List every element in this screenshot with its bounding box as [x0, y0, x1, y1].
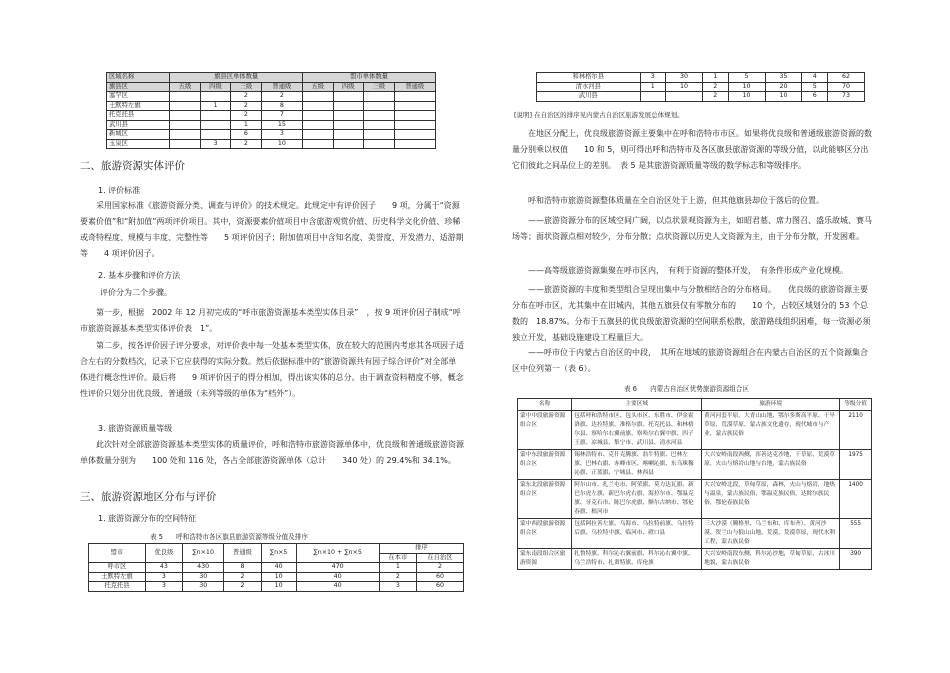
paragraph: 此次针对全部旅游资源基本类型实体的质量评价，呼和浩特市旅游资源单体中，优良级和普通级旅游资源单体数量分别为 100 处和 116 处，各占全部旅游资源单体（总计 340 处）的 29.4%和 34.1%。: [80, 440, 464, 465]
table-row: 蒙东北段旅游资源组合区 阿尔山市、扎兰屯市、阿荣旗、莫力达瓦旗、新巴尔虎左旗、新巴尔虎右旗、海拉尔市、鄂温克旗、牙克石市、陈巴尔虎旗、额尔古纳市、鄂伦春旗、根河市 大兴安岭北段，草甸草原，森林，火山与熔岩，地热与温泉，蒙古族民俗，鄂温克族民俗，达斡尔族民俗，鄂伦春族民俗 1400: [518, 480, 872, 519]
table-row: 托克托县 3 30 2 10 40 3 60: [89, 582, 464, 592]
header-city: 盟市: [89, 544, 146, 563]
header-rank-city: 在本市: [379, 553, 416, 563]
header-score: 等级分值: [840, 399, 872, 411]
header-area: 主要区域: [572, 399, 702, 411]
table-row: 蒙中中段旅游资源组合区 包括呼和浩特市区、包头市区、东胜市、伊金霍洛旗、达拉特旗、准格尔旗、托克托县、和林格尔县、察哈尔右翼前旗、察哈尔右翼中旗、四子王旗、凉城县、集宁市、武川县、清水河县 黄河河套平原，大青山山地、鄂尔多斯高平原、干旱草原、荒漠草原。蒙古族文化遗存，现代城市与产业，蒙古族民俗 2110: [518, 411, 872, 450]
table-row: 土默特左旗 1 2 8: [107, 101, 436, 111]
table-caption: 表 5 呼和浩特市各区旗县旅游资源等级分值及排序: [150, 533, 308, 541]
paragraph: ——高等级旅游资源集聚在呼市区内， 有利于资源的整体开发， 有条件形成产业化规模。: [528, 266, 848, 275]
table-row: 玉泉区 3 2 10: [107, 139, 436, 149]
table-row: 蒙东南段组合区旅游资源 扎鲁特旗、科尔沁右翼前旗、科尔沁右翼中旗、乌兰浩特市、扎赉特旗、库伦旗 大兴安岭南段东侧，科尔沁沙地，草甸草原，古冰川地貌，蒙古族民俗 390: [518, 549, 872, 570]
header-region: 区域名称: [107, 73, 170, 83]
subsection-heading: 2. 基本步骤和评价方法: [98, 271, 181, 280]
paragraph: ——呼市位于内蒙古自治区的中段， 其所在地域的旅游资源组合在内蒙古自治区的五个资源集合区中位列第一（表 6）。: [512, 348, 868, 373]
header-grade: 三级: [364, 82, 394, 92]
table-row: 塞罕区 2 2: [107, 92, 436, 102]
table-row: 土默特左旗 3 30 2 10 40 2 60: [89, 572, 464, 582]
subsection-heading: 1. 评价标准: [98, 186, 141, 195]
table-row: 武川县 2 10 10 6 73: [537, 92, 865, 102]
paragraph: 评价分为二个步骤。: [100, 288, 172, 297]
county-count-table: [106, 72, 436, 149]
table-row: 清水河县 1 10 2 10 20 5 70: [537, 82, 865, 92]
header-normal: 普通级: [224, 544, 261, 563]
header-good: 优良级: [145, 544, 182, 563]
header-grade: 五级: [303, 82, 333, 92]
subsection-heading: 1. 旅游资源分布的空间特征: [98, 514, 197, 523]
header-grade: 四级: [333, 82, 363, 92]
header-city-group: 盟市单体数量: [303, 73, 436, 83]
header-county: 旗县区: [107, 82, 170, 92]
header-rank-region: 在自治区: [416, 553, 463, 563]
resource-zone-table: [517, 398, 872, 570]
table-row: 武川县 1 15: [107, 120, 436, 130]
header-grade: 三级: [231, 82, 261, 92]
paragraph: ——旅游资源的丰度和类型组合呈现出集中与分散相结合的分布格局。 优良级的旅游资源主要分布在呼市区，尤其集中在旧城内，其他五旗县仅有零散分布的 10 个，占较区域划分的 53 个总数的 18.87%。分布于五旗县的优良级旅游资源的空间联系松散，旅游路线组织困难，每一资源必须独立开发，基础设施建设工程量巨大。: [512, 285, 871, 342]
table-caption: 表 6 内蒙古自治区优势旅游资源组合区: [624, 385, 749, 393]
paragraph: 在地区分配上，优良级旅游资源主要集中在呼和浩特市市区。如果将优良级和普通级旅游资源的数量分别乘以权值 10 和 5，则可得出呼和浩特市及各区旗县旅游资源的等级分值，以此能够区分出它们彼此之间品位上的差别。 表 5 是其旅游资源质量等级的数学标志和等级排序。: [512, 129, 872, 170]
paragraph: 第二步，按各评价因子评分要求，对评价表中每一处基本类型实体，放在较大的范围内考虑其各项因子适合左右的分数档次，记录下它应获得的实际分数。然后依据标准中的“旅游资源共有因子综合评价”对全部单体进行概念性评价。最后将 9 项评价因子的得分相加，得出该实体的总分。由于调查资料精度不够，概念性评价只划分出优良级、普通级（未列等级的单体为“档外”）。: [80, 341, 464, 398]
header-name: 名称: [518, 399, 572, 411]
table-note: [说明] 在自治区的排序见内蒙古自治区旅游发展总体规划。: [514, 111, 684, 119]
header-total: ∑n×10 + ∑n×5: [296, 544, 379, 563]
header-grade: 普通级: [261, 82, 302, 92]
grade-score-table-continued: [536, 72, 865, 102]
table-row: 呼市区 43 430 8 40 470 1 2: [89, 563, 464, 573]
section-heading: 三、旅游资源地区分布与评价: [80, 491, 217, 503]
grade-score-table: [88, 543, 464, 592]
table-row: 新城区 6 3: [107, 130, 436, 140]
header-env: 旅游环境: [702, 399, 840, 411]
section-heading: 二、旅游资源实体评价: [80, 160, 185, 172]
header-sum10: ∑n×10: [183, 544, 224, 563]
header-grade: 五级: [170, 82, 200, 92]
header-grade: 四级: [200, 82, 230, 92]
paragraph: ——旅游资源分布的区域空间广阔，以点状景观资源为主，如昭君墓、席力图召、盛乐故城、赛马场等；面状资源点相对较少，分布分散；点状资源以历史人文资源为主，由于分布分散，开发困难。: [512, 216, 872, 241]
table-row: 和林格尔县 3 30 1 5 35 4 62: [537, 73, 865, 83]
table-row: 托克托县 2 7: [107, 111, 436, 121]
table-row: 蒙中西段旅游资源组合区 包括阿拉善左旗、乌海市、乌拉特前旗、乌拉特后旗、乌拉特中旗、临河市、磴口县 三大沙漠（腾格里、乌兰布和、库布齐）、黄河沙漠、贺兰山与狼山山地、荒漠、荒漠草原，现代水利工程，蒙古族民俗 555: [518, 519, 872, 549]
header-rank: 排序: [379, 544, 463, 554]
paragraph: 采用国家标准《旅游资源分类、调查与评价》的技术规定。此规定中有评价因子 9 项，分属于“资源要素价值”和“附加值”两项评价项目。其中，资源要素价值项目中含旅游观赏价值、历史科学文化价值、珍稀或奇特程度、规模与丰度、完整性等 5 项评价因子；附加值项目中含知名度、美誉度、开发潜力、适游期等 4 项评价因子。: [80, 201, 464, 258]
table-row: 蒙中东段旅游资源组合区 锡林浩特市、克什克腾旗、翁牛特旗、巴林左旗、巴林右旗、赤峰市区、喀喇沁旗、东乌珠穆沁旗、正蓝旗、宁城县、林西县 大兴安岭南段西侧，浑善达克沙地，干草原、荒漠草原，火山与熔岩山地与台地，蒙古族民俗 1975: [518, 450, 872, 480]
subsection-heading: 3. 旅游资源质量等级: [98, 424, 173, 433]
header-banner-group: 旗县区单体数量: [170, 73, 303, 83]
header-sum5: ∑n×5: [261, 544, 296, 563]
paragraph: 呼和浩特市旅游资源整体质量在全自治区处于上游，但其他旗县却位于落后的位置。: [528, 196, 824, 205]
paragraph: 第一步，根据 2002 年 12 月初完成的“呼市旅游资源基本类型实体目录” ，按 9 项评价因子制成“呼市旅游资源基本类型实体评价表 1”。: [80, 308, 461, 333]
header-grade: 普通级: [394, 82, 435, 92]
